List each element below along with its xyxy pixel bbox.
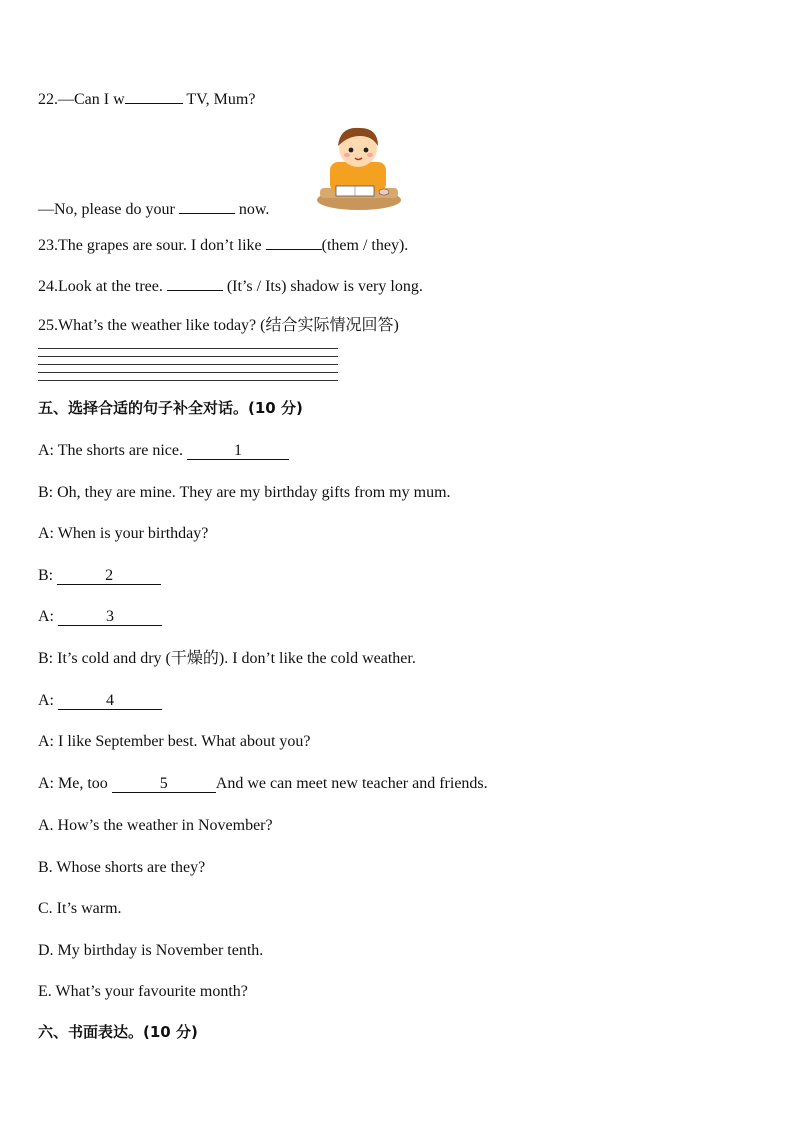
dialogue-line-4	[38, 566, 161, 586]
section-6-heading: 六、书面表达。(10 分)	[38, 1023, 198, 1041]
question-22-line-a	[38, 88, 255, 110]
q24-start: 24.Look at the tree.	[38, 278, 163, 295]
option-e: E. What’s your favourite month?	[38, 983, 248, 1000]
option-c: C. It’s warm.	[38, 900, 122, 917]
question-23	[38, 234, 408, 256]
q23-blank[interactable]	[266, 234, 322, 250]
question-22-line-b	[38, 198, 269, 220]
dialogue-line-3: A: When is your birthday?	[38, 525, 209, 542]
q22-blank-b[interactable]	[179, 198, 235, 214]
dialogue-line-6: B: It’s cold and dry (干燥的). I don’t like the cold weather.	[38, 650, 416, 667]
question-25	[38, 316, 399, 336]
q22-prompt-a-end: TV, Mum?	[186, 91, 256, 108]
q22-prompt-b: —No, please do your	[38, 201, 175, 218]
answer-blank-3[interactable]: 3	[58, 607, 162, 626]
q22-blank-a[interactable]	[125, 88, 183, 104]
option-b: B. Whose shorts are they?	[38, 859, 206, 876]
eraser-icon	[379, 189, 389, 195]
boy-writing-illustration	[316, 124, 402, 212]
dialogue-line-2: B: Oh, they are mine. They are my birthday gifts from my mum.	[38, 484, 451, 501]
question-24	[38, 275, 423, 297]
q24-end: (It’s / Its) shadow is very long.	[226, 278, 423, 295]
dialogue-line-5	[38, 607, 162, 627]
dialogue-line-9-prefix: A: Me, too	[38, 775, 108, 792]
answer-blank-5[interactable]: 5	[112, 774, 216, 793]
q22-prompt-b-end: now.	[238, 201, 270, 218]
answer-blank-2[interactable]: 2	[57, 566, 161, 585]
dialogue-line-4-prefix: B:	[38, 567, 54, 584]
dialogue-line-7	[38, 691, 162, 711]
q23-start: 23.The grapes are sour. I don’t like	[38, 237, 262, 254]
dialogue-line-9	[38, 774, 488, 794]
section-5-heading: 五、选择合适的句子补全对话。(10 分)	[38, 399, 303, 417]
q23-end: (them / they).	[321, 237, 409, 254]
dialogue-line-9-suffix: And we can meet new teacher and friends.	[215, 775, 488, 792]
dialogue-line-1	[38, 441, 289, 461]
dialogue-line-1-text: A: The shorts are nice.	[38, 442, 183, 459]
dialogue-line-8: A: I like September best. What about you?	[38, 733, 311, 750]
answer-blank-4[interactable]: 4	[58, 691, 162, 710]
q25-text: 25.What’s the weather like today? (结合实际情况回答)	[38, 317, 399, 334]
option-d: D. My birthday is November tenth.	[38, 942, 264, 959]
dialogue-line-5-prefix: A:	[38, 608, 54, 625]
q24-blank[interactable]	[167, 275, 223, 291]
answer-blank-1[interactable]: 1	[187, 441, 289, 460]
answer-writing-lines[interactable]	[38, 348, 338, 388]
dialogue-line-7-prefix: A:	[38, 692, 54, 709]
q22-prompt-a: 22.—Can I w	[38, 91, 125, 108]
option-a: A. How’s the weather in November?	[38, 817, 273, 834]
